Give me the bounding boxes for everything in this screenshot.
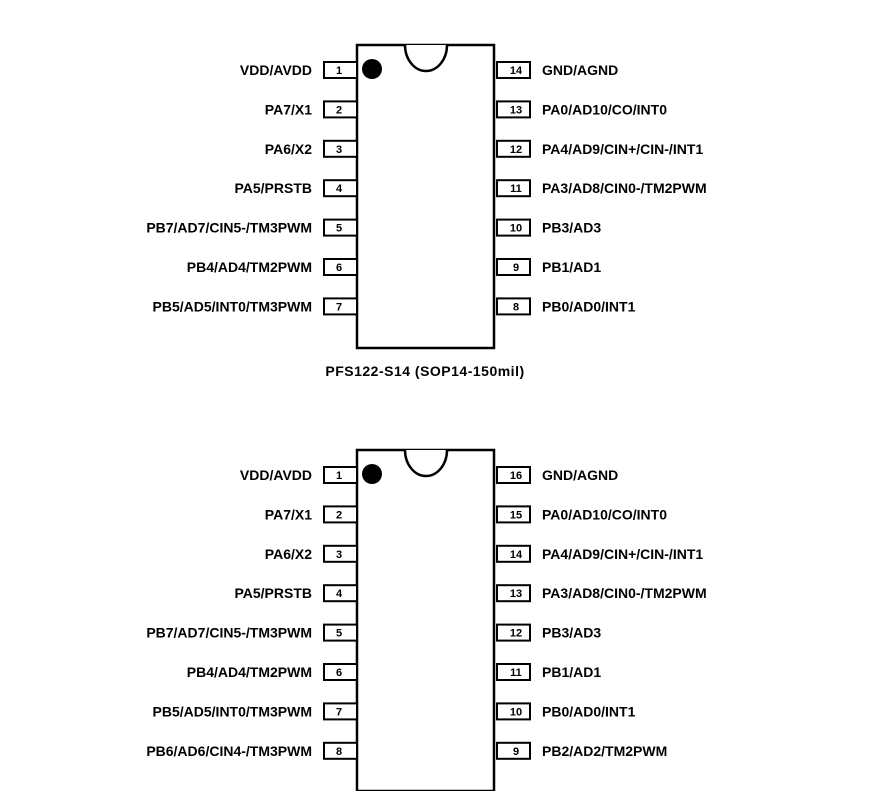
package-2-right-pin-label: PB2/AD2/TM2PWM xyxy=(542,742,668,759)
package-1-left-pin-label: PB4/AD4/TM2PWM xyxy=(186,259,312,275)
package-1-right-pin-number: 10 xyxy=(509,222,523,235)
package-2-left-pin-label: PB6/AD6/CIN4-/TM3PWM xyxy=(146,742,312,759)
package-2-left-pin-number: 1 xyxy=(335,470,343,482)
package-1-left-pin-number: 5 xyxy=(335,222,343,235)
package-2-left-pin-label: PA7/X1 xyxy=(264,506,312,523)
package-2-right-pin-number: 9 xyxy=(512,745,520,758)
package-2-right-pin-number: 11 xyxy=(510,667,522,679)
package-1-left-pin-number: 1 xyxy=(335,65,343,77)
package-2-left-pin-label: PB4/AD4/TM2PWM xyxy=(186,664,312,680)
package-2-right-pin-label: PA4/AD9/CIN+/CIN-/INT1 xyxy=(542,545,704,562)
package-1-left-pin-label: PA6/X2 xyxy=(264,140,312,157)
package-1-right-pin-number: 12 xyxy=(509,143,523,156)
package-1-right-pin-number: 8 xyxy=(512,301,520,314)
package-1-right-pin-label: PB1/AD1 xyxy=(542,259,602,275)
package-2-left-pin-label: PA5/PRSTB xyxy=(234,585,312,602)
package-1-left-pin-number: 2 xyxy=(335,104,343,117)
package-2-ic-body xyxy=(357,450,494,791)
package-1-right-pin-label: GND/AGND xyxy=(542,62,619,78)
package-2-left-pin-label: PB5/AD5/INT0/TM3PWM xyxy=(152,703,312,720)
package-1-left-pin-label: PA5/PRSTB xyxy=(234,180,312,197)
package-2-left-pin-label: PB7/AD7/CIN5-/TM3PWM xyxy=(146,624,312,641)
package-1-left-pin-label: PA7/X1 xyxy=(264,101,312,118)
package-2-right-pin-number: 10 xyxy=(509,706,523,719)
package-1-right-pin-number: 13 xyxy=(509,104,523,117)
package-1-right-pin-label: PA4/AD9/CIN+/CIN-/INT1 xyxy=(542,140,704,157)
package-2-right-pin-number: 13 xyxy=(509,588,523,601)
package-2-right-pin-label: PA3/AD8/CIN0-/TM2PWM xyxy=(542,585,707,602)
package-1-left-pin-label: VDD/AVDD xyxy=(239,62,312,78)
package-2-right-pin-number: 15 xyxy=(509,509,523,522)
package-2-left-pin-number: 6 xyxy=(335,667,343,679)
package-2-right-pin-label: PA0/AD10/CO/INT0 xyxy=(542,506,667,523)
package-2-left-pin-number: 4 xyxy=(335,588,343,601)
package-2-left-pin-number: 2 xyxy=(335,509,343,522)
package-2-left-pin-number: 8 xyxy=(335,745,343,758)
package-1-right-pin-number: 14 xyxy=(509,65,523,77)
package-2-left-pin-number: 5 xyxy=(335,627,343,640)
package-1-right-pin-label: PA3/AD8/CIN0-/TM2PWM xyxy=(542,180,707,197)
package-2-left-pin-label: VDD/AVDD xyxy=(239,467,312,483)
package-1-right-pin-number: 11 xyxy=(510,183,522,196)
package-1-left-pin-number: 3 xyxy=(335,143,343,156)
package-2-right-pin-label: PB3/AD3 xyxy=(542,624,602,641)
package-2-right-pin-number: 16 xyxy=(509,470,523,482)
package-1-caption: PFS122-S14 (SOP14-150mil) xyxy=(325,363,525,379)
package-2-right-pin-label: PB1/AD1 xyxy=(542,664,602,680)
package-2-right-pin-label: PB0/AD0/INT1 xyxy=(542,703,636,720)
package-1-left-pin-number: 7 xyxy=(335,301,343,314)
package-2-left-pin-label: PA6/X2 xyxy=(264,545,312,562)
package-1-left-pin-number: 4 xyxy=(335,183,343,196)
package-1-right-pin-label: PB3/AD3 xyxy=(542,219,602,236)
package-2-right-pin-label: GND/AGND xyxy=(542,467,619,483)
package-2-pin1-dot xyxy=(362,464,382,484)
package-1-left-pin-label: PB7/AD7/CIN5-/TM3PWM xyxy=(146,219,312,236)
package-1-left-pin-number: 6 xyxy=(335,262,343,274)
package-2-right-pin-number: 14 xyxy=(509,548,523,561)
package-1-pin1-dot xyxy=(362,59,382,79)
package-2-left-pin-number: 7 xyxy=(335,706,343,719)
package-2-left-pin-number: 3 xyxy=(335,548,343,561)
package-1-ic-body xyxy=(357,45,494,348)
package-1-left-pin-label: PB5/AD5/INT0/TM3PWM xyxy=(152,298,312,315)
package-1-right-pin-label: PB0/AD0/INT1 xyxy=(542,298,636,315)
package-1-right-pin-number: 9 xyxy=(512,262,520,274)
package-2-right-pin-number: 12 xyxy=(509,627,523,640)
package-1-right-pin-label: PA0/AD10/CO/INT0 xyxy=(542,101,667,118)
